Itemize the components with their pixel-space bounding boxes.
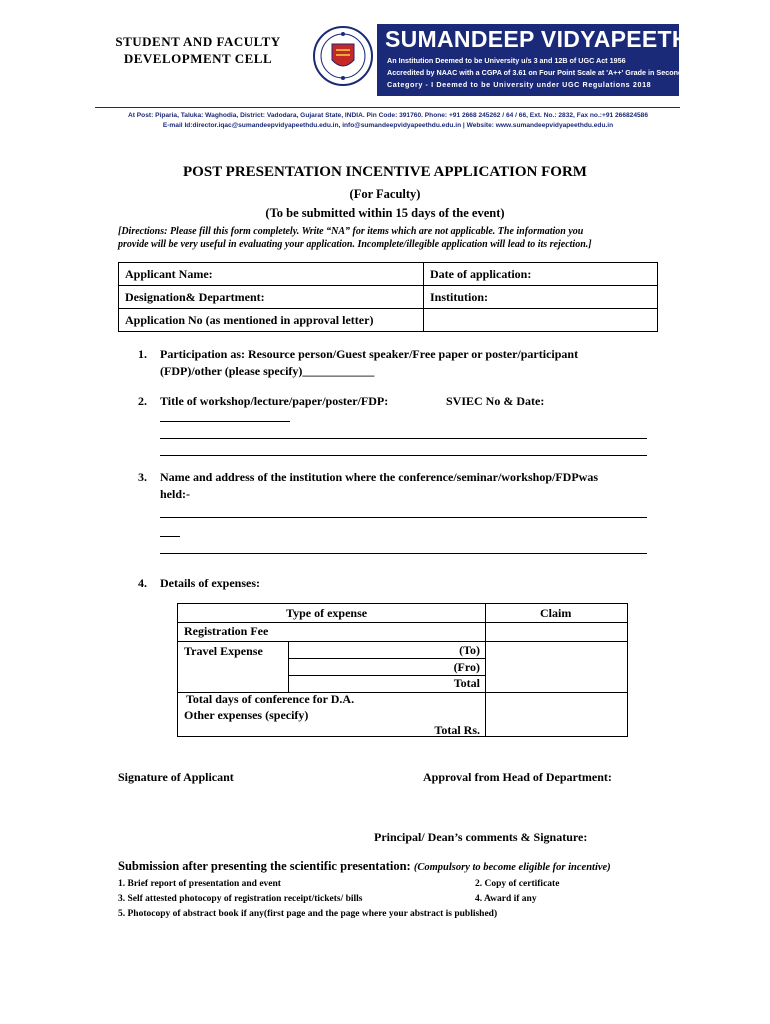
q3-answer-line-3[interactable]: [160, 553, 647, 554]
q2-answer-line-1[interactable]: [160, 421, 290, 422]
cell-title: [98, 33, 298, 67]
q1-line-1: Participation as: Resource person/Guest speaker/Free paper or poster/participant: [160, 347, 579, 361]
col-type-header: Type of expense: [286, 606, 368, 620]
directions-line-2: provide will be very useful in evaluating your application. Incomplete/illegible application will lead to its rejection.]: [118, 239, 592, 250]
submission-item-4: 4. Award if any: [475, 894, 537, 904]
application-no-value-cell[interactable]: [424, 309, 658, 332]
q3-answer-line-2[interactable]: [160, 536, 180, 537]
principal-comments-label: Principal/ Dean’s comments & Signature:: [374, 830, 588, 844]
university-seal-icon: [312, 22, 374, 90]
q2-answer-line-2[interactable]: [160, 438, 647, 439]
expense-table: [177, 603, 628, 737]
q2-number: 2.: [138, 394, 147, 408]
q3-line-2: held:-: [160, 487, 190, 501]
form-subtitle-faculty: (For Faculty): [349, 187, 421, 201]
hod-approval-label: Approval from Head of Department:: [423, 770, 612, 784]
submission-item-1: 1. Brief report of presentation and event: [118, 879, 281, 889]
travel-expense-label: Travel Expense: [184, 644, 263, 658]
brand-line-1: An Institution Deemed to be University u/s 3 and 12B of UGC Act 1956: [387, 56, 626, 65]
total-days-label: Total days of conference for D.A.: [186, 692, 355, 706]
total-rs-label: Total Rs.: [434, 723, 480, 737]
travel-to-label: (To): [459, 643, 480, 657]
col-claim-header: Claim: [540, 606, 572, 620]
row-line-to: [288, 658, 485, 659]
expense-col-divider: [485, 604, 486, 737]
cell-title-line2: DEVELOPMENT CELL: [123, 51, 273, 66]
date-of-application-cell[interactable]: Date of application:: [424, 263, 658, 286]
q3-answer-line-1[interactable]: [160, 517, 647, 518]
q3-number: 3.: [138, 470, 147, 484]
q2-sviec: SVIEC No & Date:: [446, 394, 545, 408]
submission-heading: [118, 859, 611, 874]
form-subtitle-deadline: (To be submitted within 15 days of the event): [265, 206, 505, 220]
q1-number: 1.: [138, 347, 147, 361]
designation-cell[interactable]: Designation& Department:: [119, 286, 424, 309]
applicant-info-table: [118, 262, 658, 332]
applicant-signature-label: Signature of Applicant: [118, 770, 234, 784]
directions-line-1: [Directions: Please fill this form completely. Write “NA” for items which are not applicable. The information you: [118, 226, 584, 237]
address-line-2: E-mail Id:director.iqac@sumandeepvidyapeethdu.edu.in, info@sumandeepvidyapeethdu.edu.in | Website: www.sumandeepvidyapeethdu.edu.in: [162, 122, 614, 129]
applicant-name-cell[interactable]: Applicant Name:: [119, 263, 424, 286]
brand-name: SUMANDEEP VIDYAPEETH: [385, 26, 689, 52]
submission-item-3: 3. Self attested photocopy of registration receipt/tickets/ bills: [118, 894, 363, 904]
brand-line-3: Category - I Deemed to be University under UGC Regulations 2018: [387, 80, 652, 89]
travel-total-label: Total: [453, 676, 480, 690]
q1-line-2: (FDP)/other (please specify)____________: [160, 364, 375, 378]
registration-fee-label: Registration Fee: [184, 624, 269, 638]
institution-cell[interactable]: Institution:: [424, 286, 658, 309]
address-line-1: At Post: Piparia, Taluka: Waghodia, District: Vadodara, Gujarat State, INDIA. Pin Code: 391760. Phone: +91 2668 245262 / 64 / 66, Ext. No.: 2832, Fax no.:+91 266824586: [127, 112, 648, 119]
other-expenses-label: Other expenses (specify): [184, 708, 309, 722]
travel-from-label: (Fro): [453, 660, 480, 674]
submission-item-2: 2. Copy of certificate: [475, 879, 560, 889]
header-divider: [95, 107, 680, 108]
q4-text: Details of expenses:: [160, 576, 260, 590]
submission-heading-note: (Compulsory to become eligible for incentive): [413, 862, 611, 873]
q2-answer-line-3[interactable]: [160, 455, 647, 456]
application-no-cell[interactable]: Application No (as mentioned in approval letter): [119, 309, 424, 332]
submission-item-5: 5. Photocopy of abstract book if any(first page and the page where your abstract is published): [118, 909, 498, 919]
travel-sub-divider: [288, 641, 289, 692]
brand-line-2: Accredited by NAAC with a CGPA of 3.61 on Four Point Scale at 'A++' Grade in Second Cycle: [387, 68, 704, 77]
q4-number: 4.: [138, 576, 147, 590]
row-line-header: [178, 622, 627, 623]
q2-text: Title of workshop/lecture/paper/poster/FDP:: [160, 394, 389, 408]
cell-title-line1: STUDENT AND FACULTY: [115, 34, 281, 49]
directions: [118, 225, 663, 251]
form-title: POST PRESENTATION INCENTIVE APPLICATION FORM: [183, 164, 587, 180]
submission-heading-text: Submission after presenting the scientific presentation:: [118, 859, 411, 873]
row-line-registration: [178, 641, 627, 642]
q3-line-1: Name and address of the institution where the conference/seminar/workshop/FDPwas: [160, 470, 598, 484]
